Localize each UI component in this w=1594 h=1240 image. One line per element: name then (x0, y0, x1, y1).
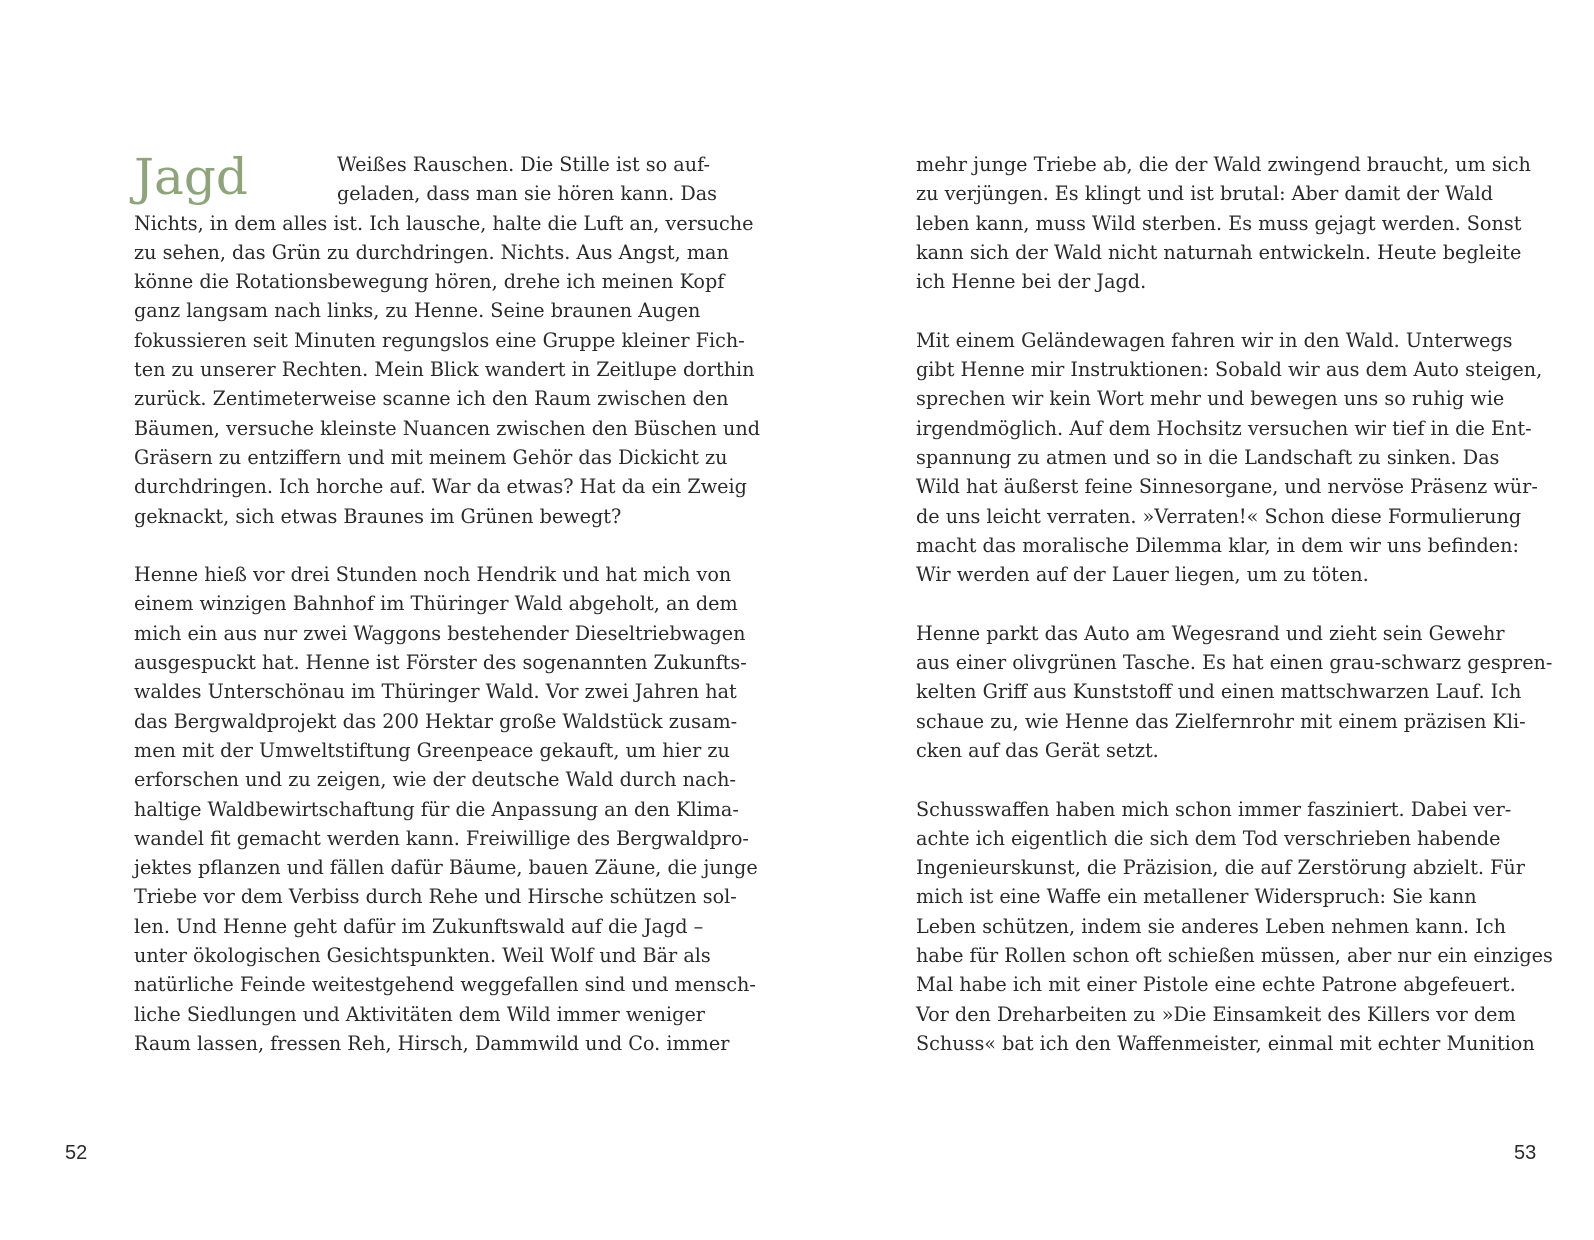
text-line: Bäumen, versuche kleinste Nuancen zwischen den Büschen und (134, 416, 761, 440)
left-text-column (134, 148, 761, 1058)
text-line: geknackt, sich etwas Braunes im Grünen bewegt? (134, 504, 622, 528)
text-line: ganz langsam nach links, zu Henne. Seine braunen Augen (134, 299, 701, 323)
text-line: zu sehen, das Grün zu durchdringen. Nichts. Aus Angst, man (134, 240, 729, 264)
text-line: Mal habe ich mit einer Pistole eine echte Patrone abgefeuert. (916, 973, 1516, 997)
text-line: wandel fit gemacht werden kann. Freiwillige des Bergwaldpro- (134, 826, 749, 850)
text-line: haltige Waldbewirtschaftung für die Anpassung an den Klima- (134, 797, 739, 821)
text-line: Wir werden auf der Lauer liegen, um zu töten. (916, 563, 1369, 587)
text-line: spannung zu atmen und so in die Landschaft zu sinken. Das (916, 445, 1500, 469)
text-line: unter ökologischen Gesichtspunkten. Weil Wolf und Bär als (134, 944, 711, 968)
text-line: Schuss« bat ich den Waffenmeister, einmal mit echter Munition (916, 1031, 1535, 1055)
text-line: Weißes Rauschen. Die Stille ist so auf- (337, 153, 710, 176)
paragraph-gap (916, 296, 1472, 325)
text-line: de uns leicht verraten. »Verraten!« Schon diese Formulierung (916, 504, 1522, 528)
text-line: mehr junge Triebe ab, die der Wald zwingend braucht, um sich (916, 153, 1531, 176)
paragraph-gap (134, 531, 690, 560)
text-line: einem winzigen Bahnhof im Thüringer Wald abgeholt, an dem (134, 592, 738, 616)
right-text-column (916, 150, 1553, 1058)
text-line: schaue zu, wie Henne das Zielfernrohr mit einem präzisen Kli- (916, 709, 1526, 733)
text-line: kelten Griff aus Kunststoff und einen mattschwarzen Lauf. Ich (916, 680, 1522, 704)
text-line: fokussieren seit Minuten regungslos eine Gruppe kleiner Fich- (134, 328, 745, 352)
text-line: Nichts, in dem alles ist. Ich lausche, halte die Luft an, versuche (134, 211, 754, 235)
text-line: leben kann, muss Wild sterben. Es muss gejagt werden. Sonst (916, 211, 1522, 235)
paragraph-gap (916, 765, 1472, 794)
text-line: habe für Rollen schon oft schießen müssen, aber nur ein einziges (916, 944, 1553, 968)
text-line: zurück. Zentimeterweise scanne ich den Raum zwischen den (134, 387, 729, 411)
text-line: ten zu unserer Rechten. Mein Blick wandert in Zeitlupe dorthin (134, 358, 755, 382)
text-line: sprechen wir kein Wort mehr und bewegen uns so ruhig wie (916, 387, 1505, 411)
text-line: waldes Unterschönau im Thüringer Wald. Vor zwei Jahren hat (134, 680, 737, 704)
text-line: mich ist eine Waffe ein metallener Widerspruch: Sie kann (916, 885, 1477, 909)
text-line: Triebe vor dem Verbiss durch Rehe und Hirsche schützen sol- (134, 885, 737, 909)
text-line: ich Henne bei der Jagd. (916, 270, 1147, 294)
text-line: Schusswaffen haben mich schon immer fasziniert. Dabei ver- (916, 797, 1512, 821)
text-line: Wild hat äußerst feine Sinnesorgane, und nervöse Präsenz wür- (916, 475, 1538, 499)
text-line: Mit einem Geländewagen fahren wir in den Wald. Unterwegs (916, 328, 1513, 352)
text-line: aus einer olivgrünen Tasche. Es hat einen grau-schwarz gespren- (916, 651, 1553, 675)
page-number-right: 53 (1514, 1142, 1537, 1164)
text-line: natürliche Feinde weitestgehend weggefallen sind und mensch- (134, 973, 756, 997)
text-line: cken auf das Gerät setzt. (916, 738, 1159, 762)
text-line: zu verjüngen. Es klingt und ist brutal: Aber damit der Wald (916, 182, 1494, 206)
right-body-text (916, 150, 1553, 1058)
left-body-text (134, 150, 761, 1058)
text-line: mich ein aus nur zwei Waggons bestehender Dieseltriebwagen (134, 621, 746, 645)
text-line: Leben schützen, indem sie anderes Leben nehmen kann. Ich (916, 914, 1506, 938)
text-line: irgendmöglich. Auf dem Hochsitz versuchen wir tief in die Ent- (916, 416, 1532, 440)
chapter-title: Jagd (134, 148, 248, 206)
text-line: ausgespuckt hat. Henne ist Förster des sogenannten Zukunfts- (134, 651, 747, 675)
text-line: könne die Rotationsbewegung hören, drehe ich meinen Kopf (134, 270, 725, 294)
text-line: erforschen und zu zeigen, wie der deutsche Wald durch nach- (134, 768, 737, 792)
text-line: Raum lassen, fressen Reh, Hirsch, Dammwild und Co. immer (134, 1031, 730, 1055)
text-line: durchdringen. Ich horche auf. War da etwas? Hat da ein Zweig (134, 475, 747, 499)
page-number-left: 52 (65, 1142, 88, 1164)
text-line: achte ich eigentlich die sich dem Tod verschrieben habende (916, 826, 1501, 850)
text-line: Ingenieurskunst, die Präzision, die auf Zerstörung abzielt. Für (916, 856, 1525, 880)
text-line: macht das moralische Dilemma klar, in dem wir uns befinden: (916, 533, 1519, 557)
text-line: Vor den Dreharbeiten zu »Die Einsamkeit des Killers vor dem (916, 1002, 1516, 1026)
paragraph-gap (916, 589, 1472, 618)
text-line: len. Und Henne geht dafür im Zukunftswald auf die Jagd – (134, 914, 704, 938)
text-line: gibt Henne mir Instruktionen: Sobald wir aus dem Auto steigen, (916, 358, 1543, 382)
text-line: men mit der Umweltstiftung Greenpeace gekauft, um hier zu (134, 738, 730, 762)
text-line: kann sich der Wald nicht naturnah entwickeln. Heute begleite (916, 240, 1522, 264)
text-line: jektes pflanzen und fällen dafür Bäume, bauen Zäune, die junge (134, 856, 758, 880)
text-line: das Bergwaldprojekt das 200 Hektar große Waldstück zusam- (134, 709, 738, 733)
text-line: Henne parkt das Auto am Wegesrand und zieht sein Gewehr (916, 621, 1505, 645)
text-line: Gräsern zu entziffern und mit meinem Gehör das Dickicht zu (134, 445, 728, 469)
text-line: liche Siedlungen und Aktivitäten dem Wild immer weniger (134, 1002, 705, 1026)
text-line: Henne hieß vor drei Stunden noch Hendrik und hat mich von (134, 563, 732, 587)
text-line: geladen, dass man sie hören kann. Das (337, 182, 717, 206)
right-page (797, 0, 1594, 1240)
